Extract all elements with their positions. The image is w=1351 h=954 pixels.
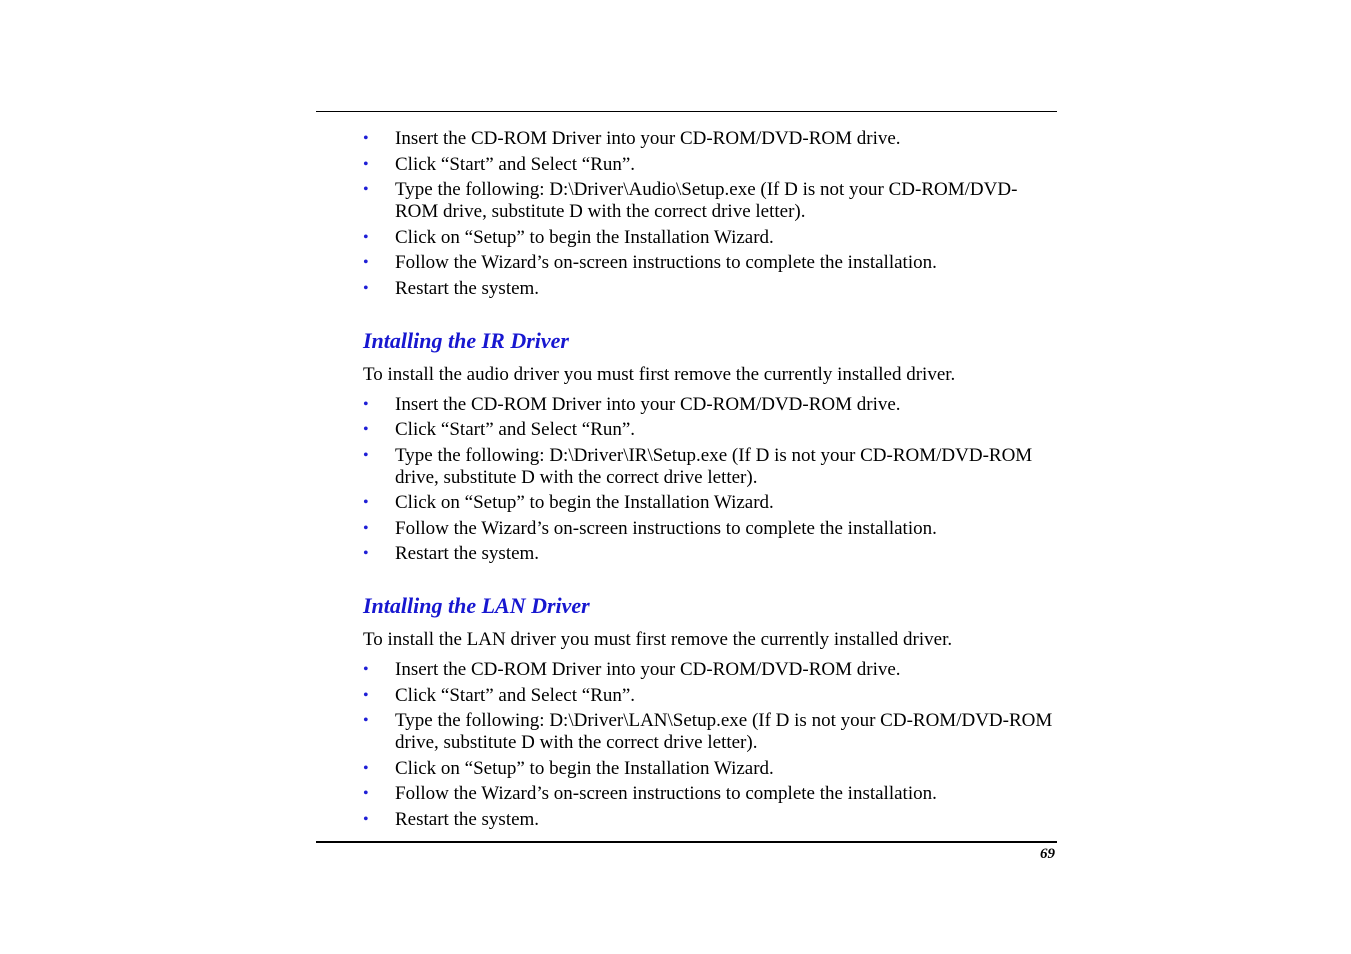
ir-section-intro: To install the audio driver you must first remove the currently installed driver. <box>363 363 956 385</box>
list-item-text: Restart the system. <box>395 277 540 299</box>
list-item <box>363 758 1057 780</box>
list-item <box>363 543 1057 565</box>
list-item <box>363 179 1057 223</box>
ir-steps-list <box>363 394 1057 566</box>
bullet-dot-icon: • <box>363 661 369 678</box>
page-content <box>363 128 1057 834</box>
list-item <box>363 252 1057 274</box>
bullet-dot-icon: • <box>363 519 369 537</box>
list-item <box>363 492 1057 514</box>
list-item <box>363 227 1057 249</box>
bullet-dot-icon: • <box>363 155 369 173</box>
bullet-dot-icon: • <box>363 446 369 464</box>
list-item-text: Click on “Setup” to begin the Installation Wizard. <box>395 757 774 779</box>
ir-section-heading: Intalling the IR Driver <box>363 327 569 353</box>
list-item <box>363 685 1057 707</box>
list-item <box>363 128 1057 150</box>
bullet-dot-icon: • <box>363 545 369 562</box>
list-item-text: Click “Start” and Select “Run”. <box>395 419 636 440</box>
audio-steps-list <box>363 128 1057 300</box>
bullet-dot-icon: • <box>363 712 369 729</box>
list-item <box>363 419 1057 441</box>
lan-steps-list <box>363 659 1057 831</box>
list-item-text: Insert the CD-ROM Driver into your CD-ROM/DVD-ROM drive. <box>395 393 901 415</box>
list-item <box>363 154 1057 176</box>
bullet-dot-icon: • <box>363 810 369 828</box>
footer-rule <box>316 841 1057 843</box>
list-item <box>363 394 1057 416</box>
list-item <box>363 809 1057 831</box>
list-item-text: Click on “Setup” to begin the Installation Wizard. <box>395 492 774 513</box>
list-item-text: Click “Start” and Select “Run”. <box>395 153 636 175</box>
bullet-dot-icon: • <box>363 785 369 802</box>
list-item-text: Type the following: D:\Driver\Audio\Setup.exe (If D is not your CD-ROM/DVD-ROM drive, substitute D with the correct drive letter). <box>395 179 1018 222</box>
list-item <box>363 445 1057 489</box>
list-item-text: Restart the system. <box>395 808 540 830</box>
list-item-text: Type the following: D:\Driver\LAN\Setup.exe (If D is not your CD-ROM/DVD-ROM drive, substitute D with the correct drive letter). <box>395 710 1053 753</box>
bullet-dot-icon: • <box>363 395 369 413</box>
list-item-text: Insert the CD-ROM Driver into your CD-ROM/DVD-ROM drive. <box>395 659 901 680</box>
bullet-dot-icon: • <box>363 130 369 147</box>
list-item <box>363 659 1057 681</box>
bullet-dot-icon: • <box>363 181 369 198</box>
list-item <box>363 278 1057 300</box>
list-item <box>363 518 1057 540</box>
list-item-text: Follow the Wizard’s on-screen instructions to complete the installation. <box>395 252 937 273</box>
list-item-text: Follow the Wizard’s on-screen instructions to complete the installation. <box>395 783 937 804</box>
list-item <box>363 783 1057 805</box>
list-item <box>363 710 1057 754</box>
list-item-text: Insert the CD-ROM Driver into your CD-ROM/DVD-ROM drive. <box>395 128 901 149</box>
list-item-text: Restart the system. <box>395 543 540 564</box>
bullet-dot-icon: • <box>363 254 369 271</box>
list-item-text: Click on “Setup” to begin the Installation Wizard. <box>395 226 774 248</box>
list-item-text: Follow the Wizard’s on-screen instructions to complete the installation. <box>395 517 937 539</box>
bullet-dot-icon: • <box>363 421 369 438</box>
bullet-dot-icon: • <box>363 279 369 297</box>
bullet-dot-icon: • <box>363 494 369 511</box>
page-number: 69 <box>1040 846 1055 862</box>
bullet-dot-icon: • <box>363 686 369 704</box>
bullet-dot-icon: • <box>363 759 369 777</box>
header-rule <box>316 111 1057 112</box>
bullet-dot-icon: • <box>363 228 369 246</box>
list-item-text: Click “Start” and Select “Run”. <box>395 684 636 706</box>
list-item-text: Type the following: D:\Driver\IR\Setup.exe (If D is not your CD-ROM/DVD-ROM drive, substitute D with the correct drive letter). <box>395 444 1033 488</box>
lan-section-heading: Intalling the LAN Driver <box>363 593 590 618</box>
lan-section-intro: To install the LAN driver you must first remove the currently installed driver. <box>363 629 953 650</box>
